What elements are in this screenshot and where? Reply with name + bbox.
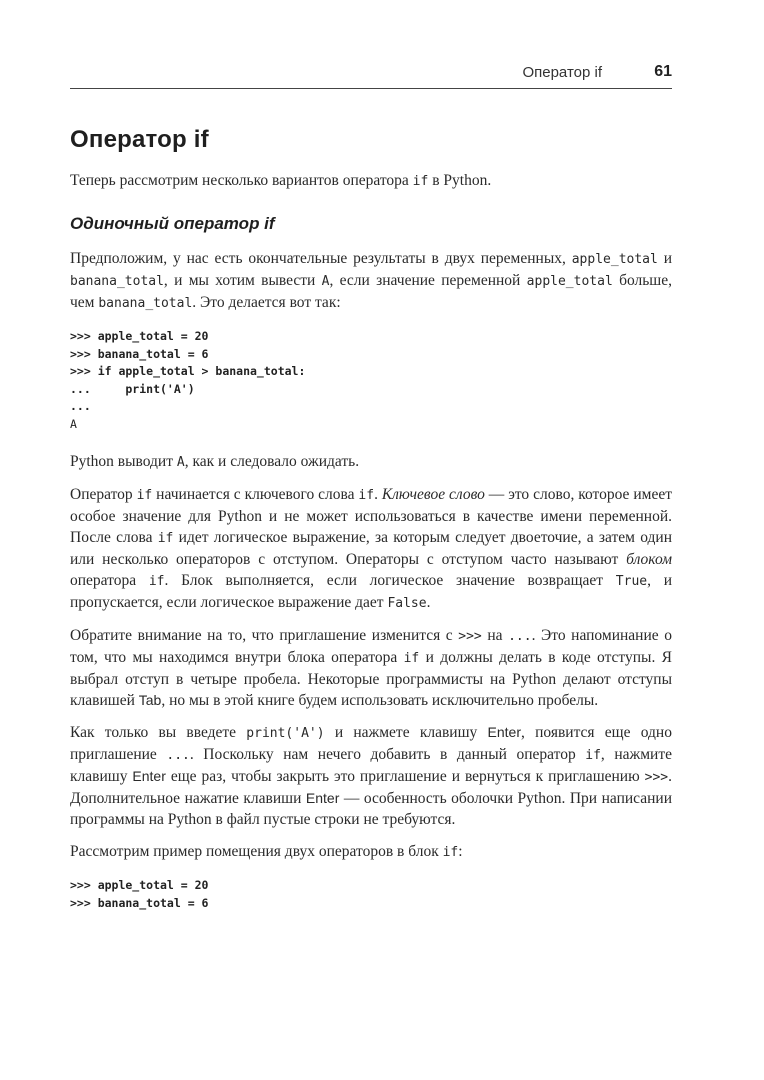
inline-code: if <box>148 574 165 589</box>
key-name: Enter <box>487 724 521 740</box>
text-run: Предположим, у нас есть окончательные результаты в двух переменных, <box>70 250 572 267</box>
inline-code: False <box>387 596 427 611</box>
text-run: . Это делается вот так: <box>192 294 341 311</box>
section-title: Оператор if <box>70 126 209 153</box>
code-block-2 <box>70 877 672 912</box>
text-run: , как и следовало ожидать. <box>184 453 360 470</box>
text-run: , нажмите клавишу <box>70 746 673 785</box>
code-line: >>> apple_total = 20 <box>70 329 209 343</box>
paragraph-2 <box>70 451 672 473</box>
text-run: : <box>458 843 463 860</box>
inline-code: print('A') <box>246 726 325 741</box>
code-output: A <box>70 416 77 431</box>
code-line: >>> if apple_total > banana_total: <box>70 364 306 378</box>
term-keyword: Ключевое слово <box>381 486 485 503</box>
code-line: ... print('A') <box>70 381 195 396</box>
text-run: — это слово, которое имеет особое значение для Python и не может использоваться в качестве имени переменной. После слова <box>70 486 672 546</box>
text-run: на <box>481 627 509 644</box>
text-run: в Python. <box>428 172 492 189</box>
paragraph-4 <box>70 625 672 711</box>
page-content <box>70 126 672 930</box>
inline-code: if <box>157 531 174 546</box>
text-run: Теперь рассмотрим несколько вариантов оператора <box>70 172 413 189</box>
text-run: . Это напоминание о том, что мы находимся внутри блока оператора <box>70 627 672 666</box>
inline-code: True <box>615 574 648 589</box>
text-run: Как только вы введете <box>70 724 247 741</box>
text-run: Оператор <box>70 486 137 503</box>
text-run: и должны делать в коде отступы. Я выбрал отступ в четыре пробела. Некоторые программисты на Python делают отступы клавишей <box>70 649 672 709</box>
inline-code: ... <box>166 748 190 763</box>
paragraph-1 <box>70 248 672 314</box>
key-name: Enter <box>305 790 340 806</box>
text-run: и <box>657 250 672 267</box>
inline-code: A <box>321 274 330 289</box>
text-run: . Поскольку нам нечего добавить в данный оператор <box>189 746 586 763</box>
subsection-title: Одиночный оператор if <box>70 214 275 233</box>
text-run: . <box>374 486 382 503</box>
text-run: Обратите внимание на то, что приглашение изменится с <box>70 627 459 644</box>
inline-code: if <box>412 174 429 189</box>
paragraph-5 <box>70 722 672 830</box>
section-intro <box>70 170 672 192</box>
inline-code: banana_total <box>70 274 164 289</box>
text-run: Рассмотрим пример помещения двух операторов в блок <box>70 843 443 860</box>
inline-code: if <box>358 488 375 503</box>
inline-code: ... <box>508 629 532 644</box>
code-line: >>> banana_total = 6 <box>70 346 209 361</box>
running-head <box>70 64 672 89</box>
code-line: >>> banana_total = 6 <box>70 895 209 910</box>
code-line: ... <box>70 399 91 413</box>
text-run: . Блок выполняется, если логическое значение возвращает <box>164 572 616 589</box>
text-run: больше, чем <box>70 272 672 311</box>
text-run: — особенность оболочки Python. При написании программы на Python в файл пустые строки не требуются. <box>70 790 672 828</box>
inline-code: >>> <box>458 629 482 644</box>
text-run: , если значение переменной <box>329 272 527 289</box>
inline-code: if <box>442 845 459 860</box>
inline-code: A <box>176 455 185 470</box>
code-line: >>> apple_total = 20 <box>70 878 209 892</box>
text-run: начинается с ключевого слова <box>152 486 359 503</box>
paragraph-6 <box>70 841 672 863</box>
text-run: , и мы хотим вывести <box>163 272 322 289</box>
text-run: , но мы в этой книге будем использовать исключительно пробелы. <box>161 692 599 709</box>
code-block-1 <box>70 328 672 433</box>
inline-code: if <box>136 488 153 503</box>
key-name: Tab <box>138 692 162 708</box>
inline-code: apple_total <box>571 252 658 267</box>
inline-code: apple_total <box>526 274 613 289</box>
text-run: . Дополнительное нажатие клавиши <box>70 768 672 807</box>
text-run: оператора <box>70 572 149 589</box>
text-run: , появится еще одно приглашение <box>70 724 672 763</box>
inline-code: if <box>403 651 420 666</box>
key-name: Enter <box>132 768 166 784</box>
inline-code: if <box>585 748 601 763</box>
text-run: идет логическое выражение, за которым следует двоеточие, а затем один или несколько операторов с отступом. Операторы с отступом часто называют <box>70 529 672 568</box>
inline-code: banana_total <box>98 296 193 311</box>
page-number: 61 <box>654 63 672 80</box>
text-run: еще раз, чтобы закрыть это приглашение и вернуться к приглашению <box>165 768 645 785</box>
inline-code: >>> <box>644 770 669 785</box>
term-block: блоком <box>626 551 672 568</box>
text-run: . <box>426 594 431 611</box>
paragraph-3 <box>70 484 672 614</box>
text-run: и нажмете клавишу <box>324 724 488 741</box>
running-title: Оператор if <box>522 64 602 81</box>
text-run: , и пропускается, если логическое выражение дает <box>70 572 673 611</box>
text-run: Python выводит <box>70 453 177 470</box>
